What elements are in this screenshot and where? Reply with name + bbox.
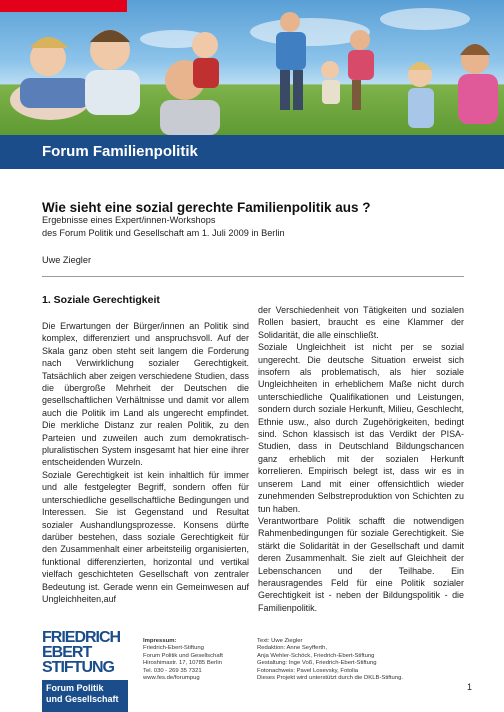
imprint-line: Hiroshimastr. 17, 10785 Berlin <box>143 660 222 667</box>
imprint-link[interactable]: www.fes.de/forumpug <box>143 675 200 682</box>
logo-word-stiftung: STIFTUNG <box>42 659 114 676</box>
logo-word-friedrich: FRIEDRICH <box>42 629 121 646</box>
credits-line: Fotonachweis: Pavel Losevsky, Fotolia <box>257 667 359 674</box>
document-title: Wie sieht eine sozial gerechte Familienpolitik aus ? <box>42 200 371 215</box>
header-photo-banner <box>0 0 504 135</box>
section-heading: 1. Soziale Gerechtigkeit <box>42 294 160 306</box>
credits-line: Redaktion: Anne Seyfferth, <box>257 645 327 652</box>
imprint-heading: Impressum: <box>143 638 177 644</box>
imprint-line: Tel. 030 - 269 35 7321 <box>143 667 202 674</box>
credits-line: Gestaltung: Inge Voß, Friedrich-Ebert-Stiftung <box>257 660 377 667</box>
forum-logo-box <box>42 680 128 712</box>
document-subtitle-line2: des Forum Politik und Gesellschaft am 1. Juli 2009 in Berlin <box>42 228 285 238</box>
left-text-column <box>42 320 249 605</box>
banner-title: Forum Familienpolitik <box>42 143 198 160</box>
right-text-column <box>258 304 464 614</box>
credits-block <box>257 638 457 682</box>
forum-logo-line1: Forum Politik <box>46 683 104 693</box>
family-photo-illustration <box>0 0 504 135</box>
banner-title-bar <box>0 135 504 169</box>
credits-line: Dieses Projekt wird unterstützt durch die DKLB-Stiftung. <box>257 675 404 682</box>
paragraph: Die Erwartungen der Bürger/innen an Politik sind komplex, differenziert und anspruchsvoll. Auf der Skala ganz oben steht seit langem die Forderung nach Verwirklichung sozialer Gerechtigkeit. Tatsächlich aber zeigen verschiedene Studien, dass die übergroße Mehrheit der Deutschen die gesellschaftlichen Verhältnisse und damit vor allem auch die Politik im Land als ungerecht empfindet. Die merkliche Distanz zur realen Politik, zu den Parteien und zuweilen auch zum demokratisch-pluralistischen System insgesamt hat hier eine ihrer entscheidenden Wurzeln. <box>42 321 249 468</box>
forum-logo-line2: und Gesellschaft <box>46 694 119 704</box>
document-subtitle-line1: Ergebnisse eines Expert/innen-Workshops <box>42 215 216 225</box>
author-name: Uwe Ziegler <box>42 255 92 265</box>
credits-line: Anja Wehler-Schöck, Friedrich-Ebert-Stiftung <box>257 652 375 659</box>
paragraph: Soziale Gerechtigkeit ist kein inhaltlich für immer und alle festgelegter Begriff, sondern offen für unterschiedliche gesellschaftliche Bedingungen und Interessen. Sie ist Gegenstand und Resultat sozialer Aushandlungsprozesse. Konsens dürfte darüber bestehen, dass soziale Gerechtigkeit für den Zusammenhalt einer arbeitsteilig organisierten, funktional differenzierten, horizontal und vertikal vielfach geschichteten Gesellschaft von zentraler Bedeutung ist. Gerade wenn ein Gemeinwesen auf Ungleichheiten,auf <box>42 469 249 604</box>
credits-line: Text: Uwe Ziegler <box>257 638 303 644</box>
paragraph: Verantwortbare Politik schafft die notwendigen Rahmenbedingungen für soziale Gerechtigkeit. Sie stärkt die Solidarität in der Gesellschaft und damit deren Zusammenhalt. Sie zielt auf Gleichheit der Lebenschancen und der Teilhabe. Ein herausragendes Feld für eine Politik sozialer Gerechtigkeit ist - neben der Bildungspolitik - die Familienpolitik. <box>258 515 464 613</box>
imprint-line: Forum Politik und Gesellschaft <box>143 652 223 659</box>
separator-line <box>42 276 464 277</box>
imprint-line: Friedrich-Ebert-Stiftung <box>143 645 204 652</box>
paragraph: Soziale Ungleichheit ist nicht per se sozial ungerecht. Die deutsche Situation erweist sich insofern als problematisch, als hier soziale Ungleichheiten in erheblichem Maße nicht durch unterschiedliche Qualifikationen und Leistungen, sondern durch soziale Herkunft, Milieu, Geschlecht, Ethnie usw., also durch Zugehörigkeiten, bedingt sind. Schon klassisch ist das Verdikt der PISA-Studien, dass in Deutschland Bildungschancen ganz erheblich mit der sozialen Herkunft korrelieren. Empirisch belegt ist, dass wir es in unserem Land mit einer offensichtlich wieder zunehmenden Selbstreproduktion von Schichten zu tun haben. <box>258 342 464 514</box>
imprint-block <box>143 638 253 682</box>
page-number: 1 <box>467 682 473 692</box>
logo-word-ebert: EBERT <box>42 644 92 661</box>
paragraph: der Verschiedenheit von Tätigkeiten und sozialen Rollen basiert, braucht es eine Klammer der Solidarität, die alle einschließt. <box>258 305 464 340</box>
